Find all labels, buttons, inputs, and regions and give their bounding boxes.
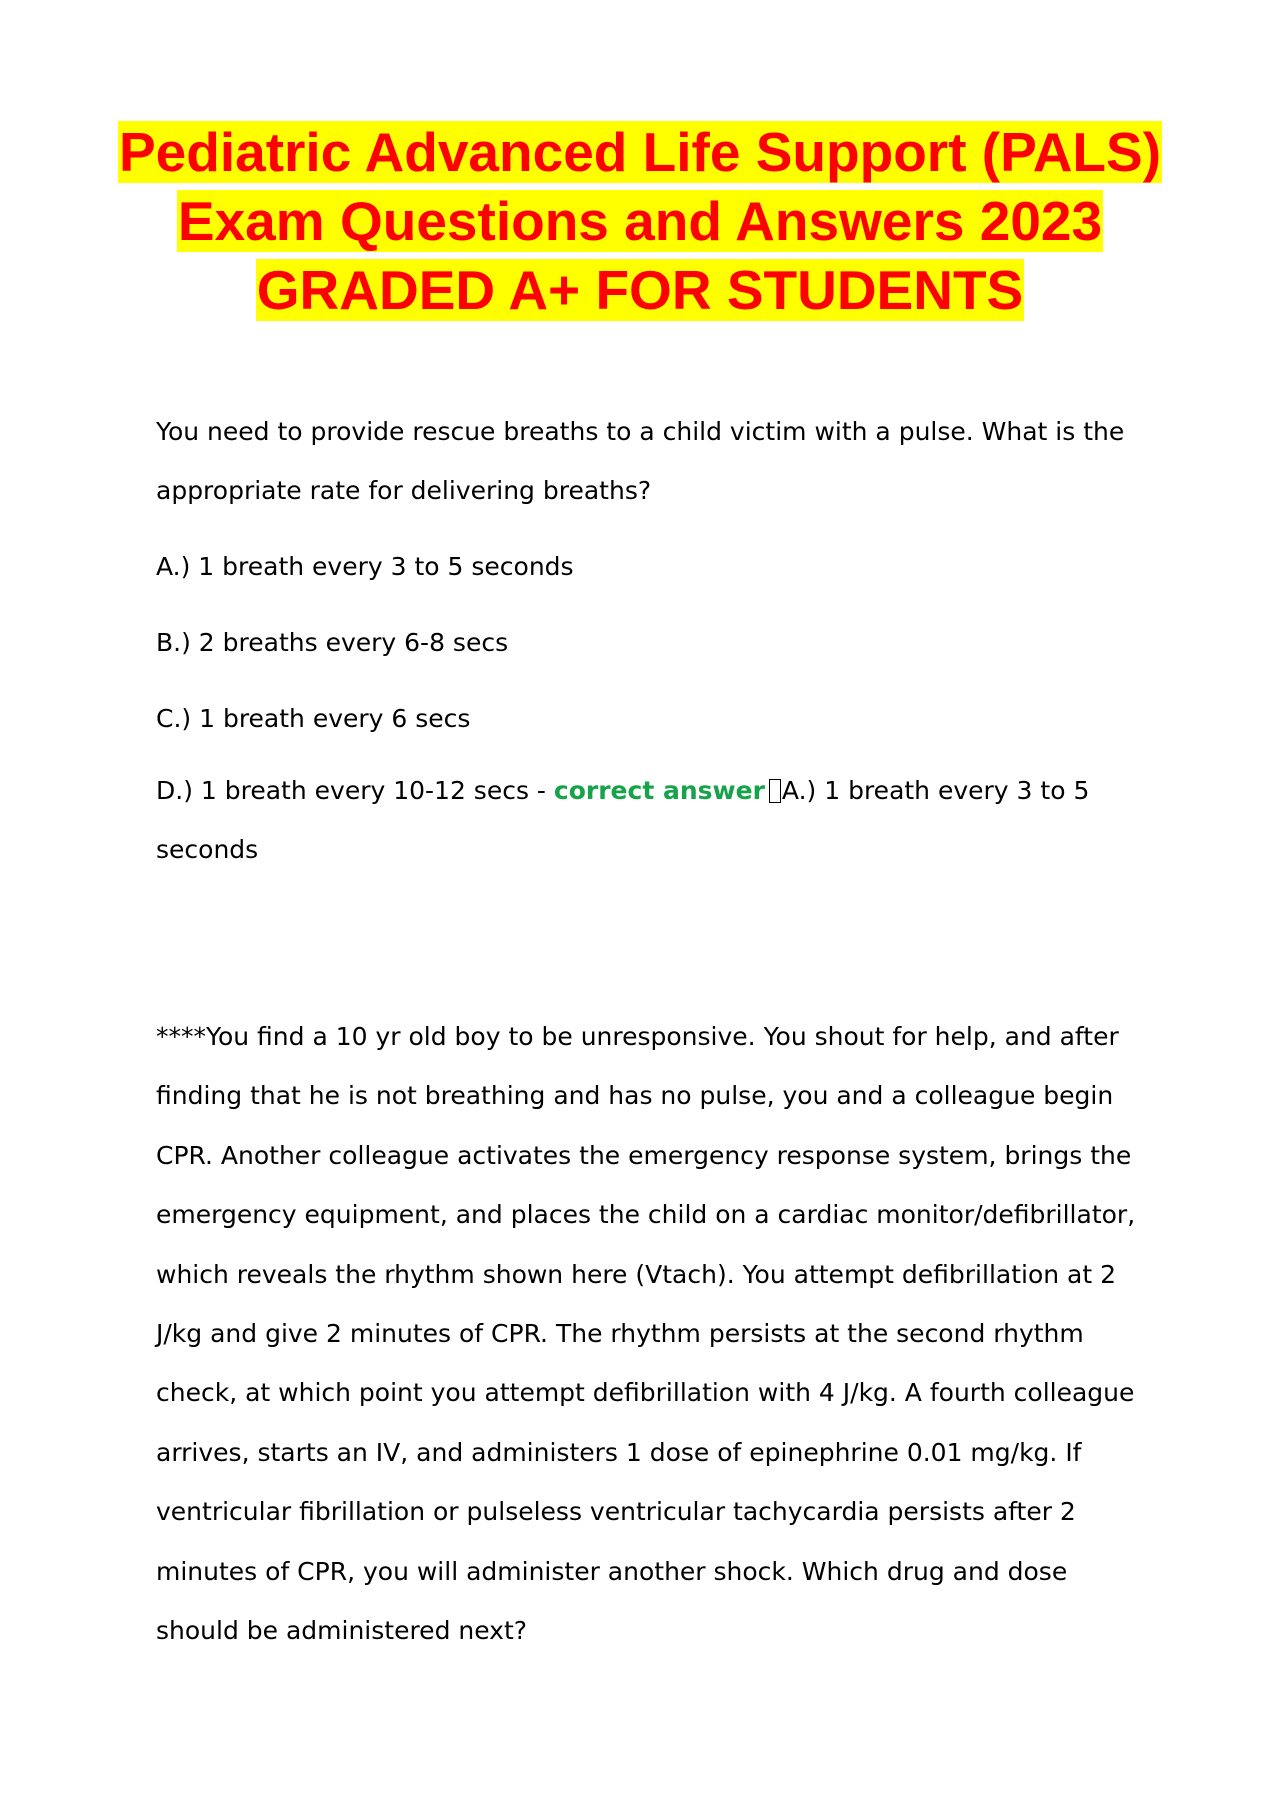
document-title	[0, 118, 1280, 325]
question-1-block	[156, 402, 1156, 879]
question-1-answer: A.) 1 breath every 3 to 5 seconds	[156, 776, 1090, 864]
question-2-block	[156, 1007, 1156, 1660]
question-1-option-d: D.) 1 breath every 10-12 secs -	[156, 776, 554, 805]
question-2-text: ****You find a 10 yr old boy to be unresponsive. You shout for help, and after finding that he is not breathing and has no pulse, you and a colleague begin CPR. Another colleague activates the emergency response system, brings the emergency equipment, and places the child on a cardiac monitor/defibrillator, which reveals the rhythm shown here (Vtach). You attempt defibrillation at 2 J/kg and give 2 minutes of CPR. The rhythm persists at the second rhythm check, at which point you attempt defibrillation with 4 J/kg. A fourth colleague arrives, starts an IV, and administers 1 dose of epinephrine 0.01 mg/kg. If ventricular fibrillation or pulseless ventricular tachycardia persists after 2 minutes of CPR, you will administer another shock. Which drug and dose should be administered next?	[156, 1022, 1136, 1646]
title-line-1: Pediatric Advanced Life Support (PALS)	[118, 121, 1162, 183]
title-line-2: Exam Questions and Answers 2023	[177, 190, 1103, 252]
question-1-text: You need to provide rescue breaths to a child victim with a pulse. What is the appropriate rate for delivering breaths?	[156, 417, 1125, 505]
title-line-3: GRADED A+ FOR STUDENTS	[256, 259, 1024, 321]
correct-answer-label: correct answer	[553, 776, 765, 805]
missing-glyph-icon	[769, 779, 781, 803]
question-1-option-a: A.) 1 breath every 3 to 5 seconds	[156, 552, 574, 581]
question-1-option-d-line	[156, 761, 1156, 879]
question-1-option-b: B.) 2 breaths every 6-8 secs	[156, 628, 509, 657]
question-1-option-c: C.) 1 breath every 6 secs	[156, 704, 471, 733]
